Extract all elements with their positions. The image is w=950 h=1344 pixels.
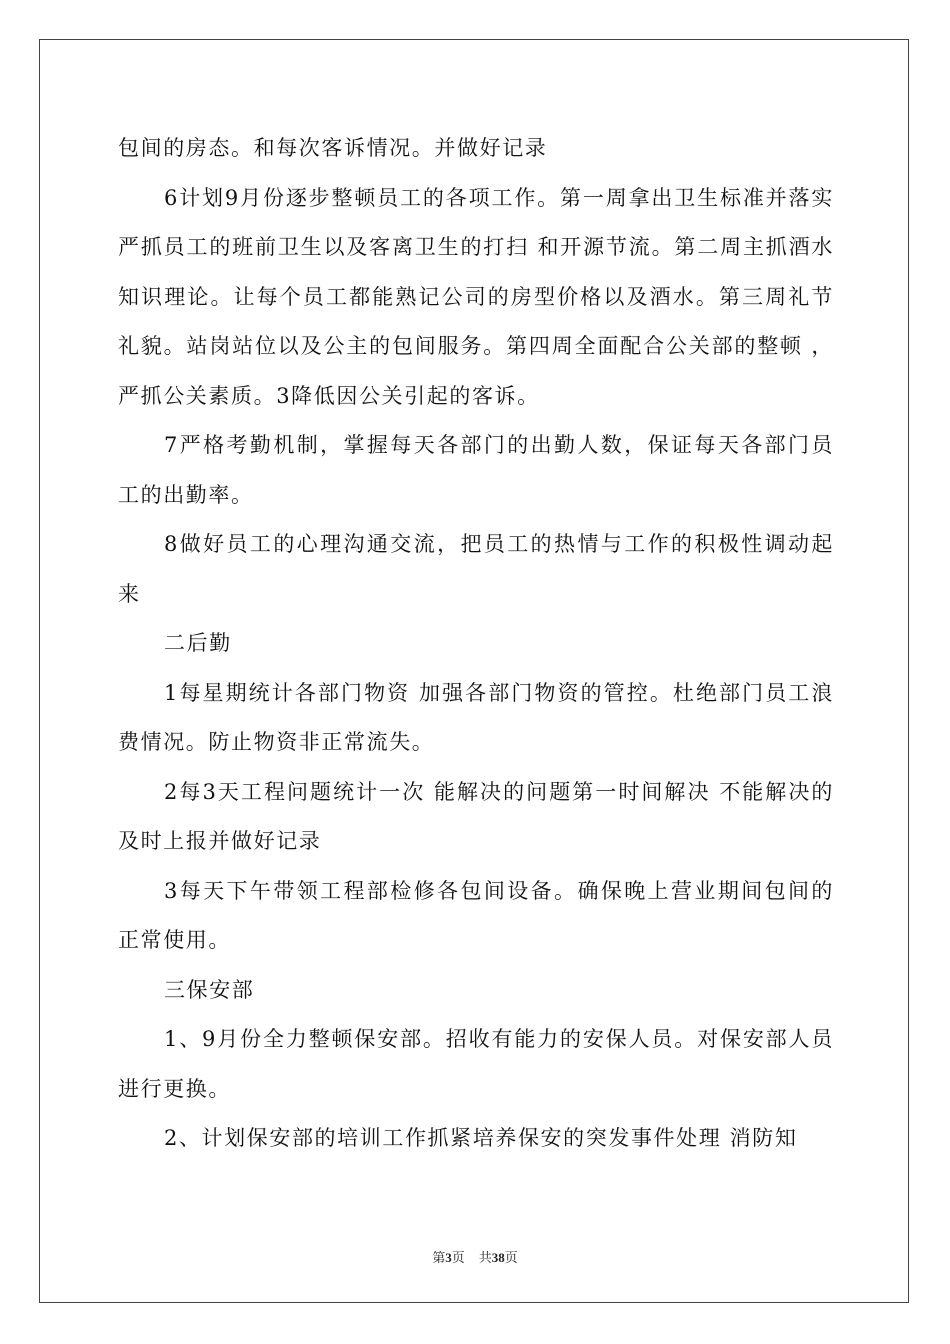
paragraph: 包间的房态。和每次客诉情况。并做好记录: [118, 136, 548, 160]
paragraph: 2、计划保安部的培训工作抓紧培养保安的突发事件处理 消防知: [164, 1126, 798, 1150]
total-page-count: 38: [491, 1250, 505, 1265]
total-prefix: 共: [478, 1250, 492, 1265]
paragraph: 2每3天工程问题统计一次 能解决的问题第一时间解决 不能解决的及时上报并做好记录: [118, 779, 834, 853]
paragraph: 7严格考勤机制，掌握每天各部门的出勤人数，保证每天各部门员工的出勤率。: [118, 433, 834, 507]
paragraph: 8做好员工的心理沟通交流，把员工的热情与工作的积极性调动起来: [118, 532, 834, 606]
paragraph: 3每天下午带领工程部检修各包间设备。确保晚上营业期间包间的正常使用。: [118, 878, 834, 952]
page-prefix: 第: [432, 1250, 446, 1265]
section-heading: 二后勤: [164, 631, 232, 655]
paragraph: 6计划9月份逐步整顿员工的各项工作。第一周拿出卫生标准并落实严抓员工的班前卫生以及客离卫生的打扫 和开源节流。第二周主抓酒水知识理论。让每个员工都能熟记公司的房型价格以及酒水。第三周礼节礼貌。站岗站位以及公主的包间服务。第四周全面配合公关部的整顿 ，严抓公关素质。3降低因公关引起的客诉。: [118, 185, 834, 408]
section-heading: 三保安部: [164, 977, 255, 1002]
page-footer: [0, 1247, 950, 1266]
paragraph: 1、9月份全力整顿保安部。招收有能力的安保人员。对保安部人员进行更换。: [118, 1027, 834, 1101]
document-body: [118, 124, 834, 1164]
current-page-number: 3: [445, 1250, 452, 1265]
total-suffix: 页: [504, 1250, 518, 1265]
paragraph: 1每星期统计各部门物资 加强各部门物资的管控。杜绝部门员工浪费情况。防止物资非正常流失。: [118, 680, 834, 754]
page-suffix: 页: [451, 1250, 465, 1265]
